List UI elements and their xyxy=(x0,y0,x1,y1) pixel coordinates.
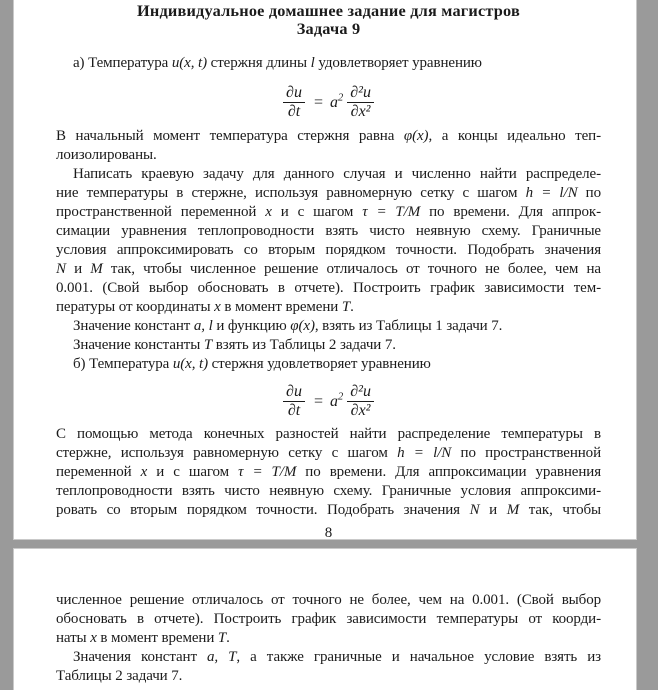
text-line xyxy=(56,667,601,686)
text-run: и xyxy=(479,502,507,518)
text-run: и xyxy=(65,261,91,277)
fraction-numerator: ∂u xyxy=(283,85,305,103)
text-run: Таблицы 2 задачи 7. xyxy=(56,668,183,684)
equals-sign: = xyxy=(313,392,323,410)
fraction-denominator: ∂t xyxy=(287,402,301,419)
math-inline: N xyxy=(469,502,480,518)
text-run: симации уравнения теплопроводности взять чисто неявную схему. Граничные xyxy=(56,223,601,239)
text-line xyxy=(56,648,601,667)
text-run: 0.001. (Свой выбор обосновать в отчете). Построить график зависимости тем- xyxy=(56,280,601,296)
text-run: стержня удовлетворяет уравнению xyxy=(207,356,431,372)
coefficient-base: a xyxy=(329,93,338,111)
math-inline: a, l xyxy=(193,318,213,334)
text-run: так, чтобы численное решение отличалось от точного не более, чем на xyxy=(102,261,601,277)
coefficient-base: a xyxy=(329,392,338,410)
document-heading: Индивидуальное домашнее задание для магистров xyxy=(137,1,520,20)
math-inline: T xyxy=(203,337,213,353)
text-run: . xyxy=(226,630,230,646)
text-run: пературы от координаты xyxy=(56,299,215,315)
heat-equation-formula xyxy=(56,85,601,120)
text-run: В начальный момент температура стержня равна xyxy=(56,128,404,144)
text-run: теплопроводности взять чисто неявную схему. Граничные условия аппроксими- xyxy=(56,483,601,499)
text-line xyxy=(56,336,601,355)
text-run: б) Температура xyxy=(73,356,173,372)
text-line xyxy=(56,298,601,317)
text-line xyxy=(56,241,601,260)
text-line xyxy=(56,260,601,279)
text-run: Написать краевую задачу для данного случая и численно найти распределе- xyxy=(73,166,601,182)
text-run: по времени. Для аппроксимации уравнения xyxy=(296,464,602,480)
text-line xyxy=(56,317,601,336)
text-run: , взять из Таблицы 1 задачи 7. xyxy=(314,318,503,334)
coefficient-a-squared xyxy=(330,393,343,411)
text-line xyxy=(56,610,601,629)
text-run: пространственной переменной xyxy=(56,204,266,220)
math-inline: x xyxy=(140,464,148,480)
math-inline: τ = T/M xyxy=(362,204,421,220)
text-run: по xyxy=(577,185,601,201)
math-inline: T xyxy=(217,630,227,646)
text-line xyxy=(56,146,601,165)
math-inline: N xyxy=(56,261,66,277)
math-inline: u(x, t) xyxy=(171,55,207,71)
text-line xyxy=(56,482,601,501)
text-run: ние температуры в стержне, используя равномерную сетку с шагом xyxy=(56,185,526,201)
page-2 xyxy=(13,548,637,690)
coefficient-exponent: 2 xyxy=(337,391,344,403)
fraction-numerator: ∂²u xyxy=(347,85,374,103)
text-run: С помощью метода конечных разностей найти распределение температуры в xyxy=(56,426,601,442)
math-inline: x xyxy=(90,630,97,646)
text-run: Значения констант xyxy=(73,649,208,665)
page-number: 8 xyxy=(324,525,333,540)
math-inline: φ(x) xyxy=(290,318,315,334)
text-line xyxy=(56,425,601,444)
fraction-denominator: ∂x² xyxy=(350,103,371,120)
text-run: стержня длины xyxy=(207,55,311,71)
math-inline: τ = T/M xyxy=(238,464,297,480)
text-run: наты xyxy=(56,630,91,646)
math-inline: x xyxy=(214,299,221,315)
text-line xyxy=(56,629,601,648)
text-run: и с шагом xyxy=(271,204,363,220)
math-inline: u(x, t) xyxy=(172,356,208,372)
text-run: обосновать в отчете). Построить график зависимости температуры от коорди- xyxy=(56,611,601,627)
text-line xyxy=(56,127,601,146)
text-line xyxy=(56,501,601,520)
text-line xyxy=(56,184,601,203)
equals-sign: = xyxy=(313,93,323,111)
fraction xyxy=(283,384,305,419)
text-run: условия аппроксимировать со вторым порядком точности. Подобрать значения xyxy=(56,242,601,258)
text-run: численное решение отличалось от точного не более, чем на 0.001. (Свой выбор xyxy=(56,592,601,608)
text-run: и функцию xyxy=(212,318,291,334)
text-run: ровать со вторым порядком точности. Подобрать значения xyxy=(56,502,470,518)
text-run: в момент времени xyxy=(220,299,342,315)
text-run: а) Температура xyxy=(73,55,172,71)
coefficient-exponent: 2 xyxy=(337,92,344,104)
fraction xyxy=(283,85,305,120)
heat-equation-formula xyxy=(56,384,601,419)
text-run: Значение константы xyxy=(73,337,204,353)
text-run: переменной xyxy=(56,464,141,480)
document-heading: Задача 9 xyxy=(296,19,361,38)
fraction-denominator: ∂x² xyxy=(350,402,371,419)
text-line xyxy=(56,54,601,73)
math-inline: a, T xyxy=(207,649,237,665)
fraction-denominator: ∂t xyxy=(287,103,301,120)
text-run: . xyxy=(350,299,354,315)
text-line xyxy=(56,203,601,222)
text-run: лоизолированы. xyxy=(56,147,157,163)
text-run: , а концы идеально теп- xyxy=(428,128,601,144)
text-run: в момент времени xyxy=(96,630,218,646)
text-run: так, чтобы xyxy=(519,502,602,518)
text-line xyxy=(56,591,601,610)
fraction-numerator: ∂u xyxy=(283,384,305,402)
fraction-numerator: ∂²u xyxy=(347,384,374,402)
text-line xyxy=(56,222,601,241)
text-line xyxy=(56,165,601,184)
text-run: по пространственной xyxy=(451,445,601,461)
text-line xyxy=(56,279,601,298)
math-inline: h = l/N xyxy=(397,445,452,461)
text-line xyxy=(56,444,601,463)
fraction xyxy=(347,384,374,419)
coefficient-a-squared xyxy=(330,94,343,112)
text-line xyxy=(56,463,601,482)
fraction xyxy=(347,85,374,120)
page-1 xyxy=(13,0,637,540)
math-inline: x xyxy=(265,204,272,220)
text-run: Значение констант xyxy=(73,318,194,334)
text-run: по времени. Для аппрок- xyxy=(420,204,602,220)
text-run: и с шагом xyxy=(147,464,239,480)
math-inline: l xyxy=(310,55,315,71)
text-run: удовлетворяет уравнению xyxy=(314,55,482,71)
text-run: , а также граничные и начальное условие взять из xyxy=(236,649,602,665)
text-run: взять из Таблицы 2 задачи 7. xyxy=(212,337,396,353)
math-inline: M xyxy=(506,502,520,518)
math-inline: φ(x) xyxy=(403,128,429,144)
text-run: стержне, используя равномерную сетку с шагом xyxy=(56,445,398,461)
math-inline: M xyxy=(90,261,103,277)
text-line xyxy=(56,355,601,374)
math-inline: h = l/N xyxy=(525,185,578,201)
math-inline: T xyxy=(341,299,351,315)
